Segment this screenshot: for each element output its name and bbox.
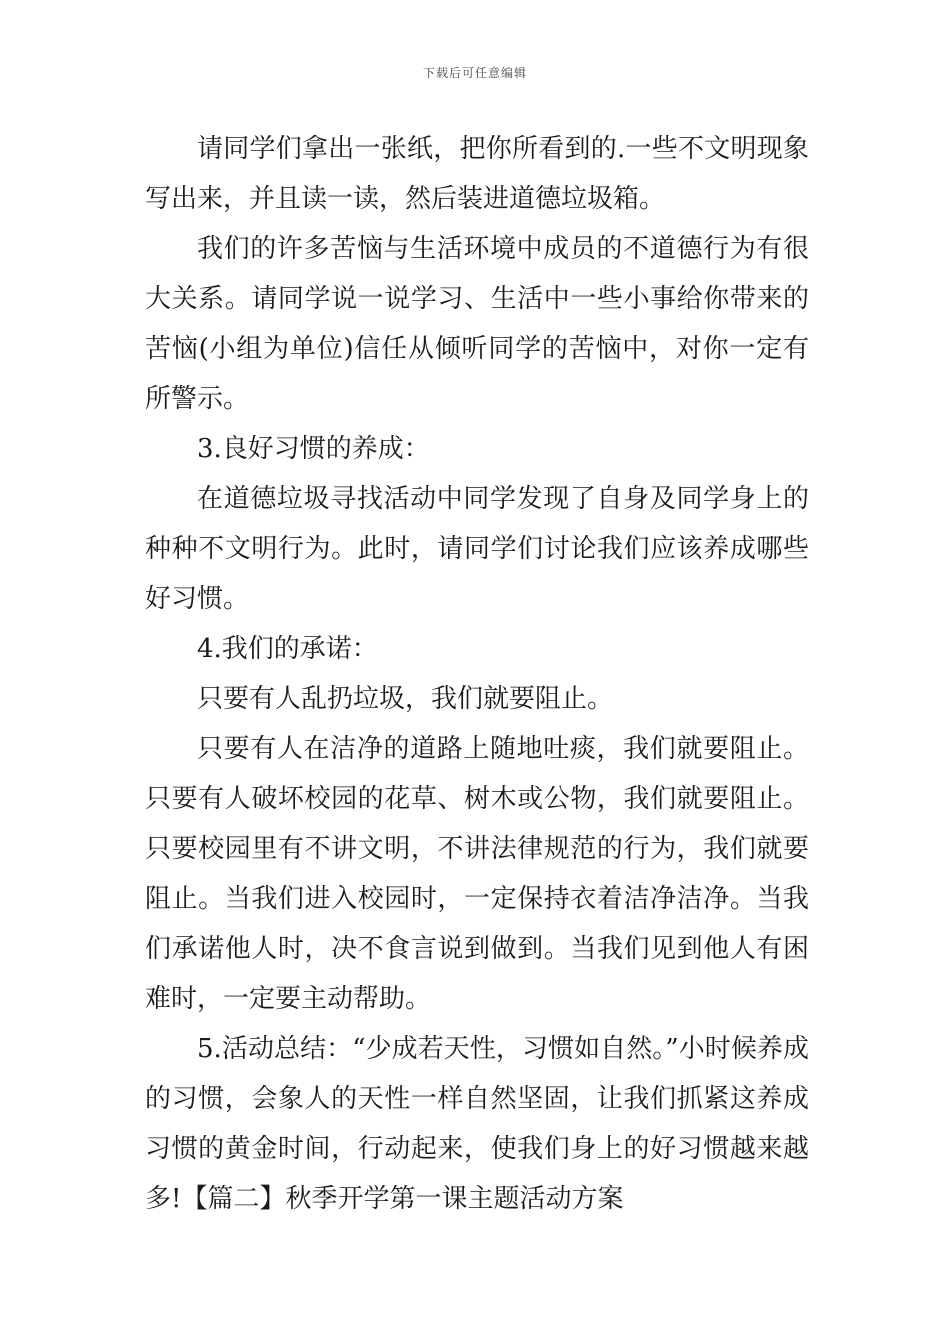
paragraph-4: 只要有人乱扔垃圾，我们就要阻止。 bbox=[197, 684, 614, 714]
page-header-note: 下载后可任意编辑 bbox=[422, 66, 527, 80]
section-heading-3: 3.良好习惯的养成： bbox=[197, 434, 430, 464]
paragraph-6-summary: 5.活动总结：“少成若天性，习惯如自然。”小时候养成的习惯，会象人的天性一样自然坚固，让我们抓紧这养成习惯的黄金时间，行动起来，使我们身上的好习惯越来越多!【篇二】秋季开学第一课主题活动方案 bbox=[145, 1034, 809, 1214]
document-body bbox=[145, 124, 809, 1224]
paragraph-3: 在道德垃圾寻找活动中同学发现了自身及同学身上的种种不文明行为。此时，请同学们讨论我们应该养成哪些好习惯。 bbox=[145, 484, 809, 614]
paragraph-5: 只要有人在洁净的道路上随地吐痰，我们就要阻止。只要有人破坏校园的花草、树木或公物，我们就要阻止。只要校园里有不讲文明，不讲法律规范的行为，我们就要阻止。当我们进入校园时，一定保持衣着洁净洁净。当我们承诺他人时，决不食言说到做到。当我们见到他人有困难时，一定要主动帮助。 bbox=[145, 734, 809, 1014]
section-heading-4: 4.我们的承诺： bbox=[197, 634, 378, 664]
paragraph-1: 请同学们拿出一张纸，把你所看到的.一些不文明现象写出来，并且读一读，然后装进道德垃圾箱。 bbox=[145, 134, 809, 214]
paragraph-2: 我们的许多苦恼与生活环境中成员的不道德行为有很大关系。请同学说一说学习、生活中一些小事给你带来的苦恼(小组为单位)信任从倾听同学的苦恼中，对你一定有所警示。 bbox=[145, 234, 809, 414]
